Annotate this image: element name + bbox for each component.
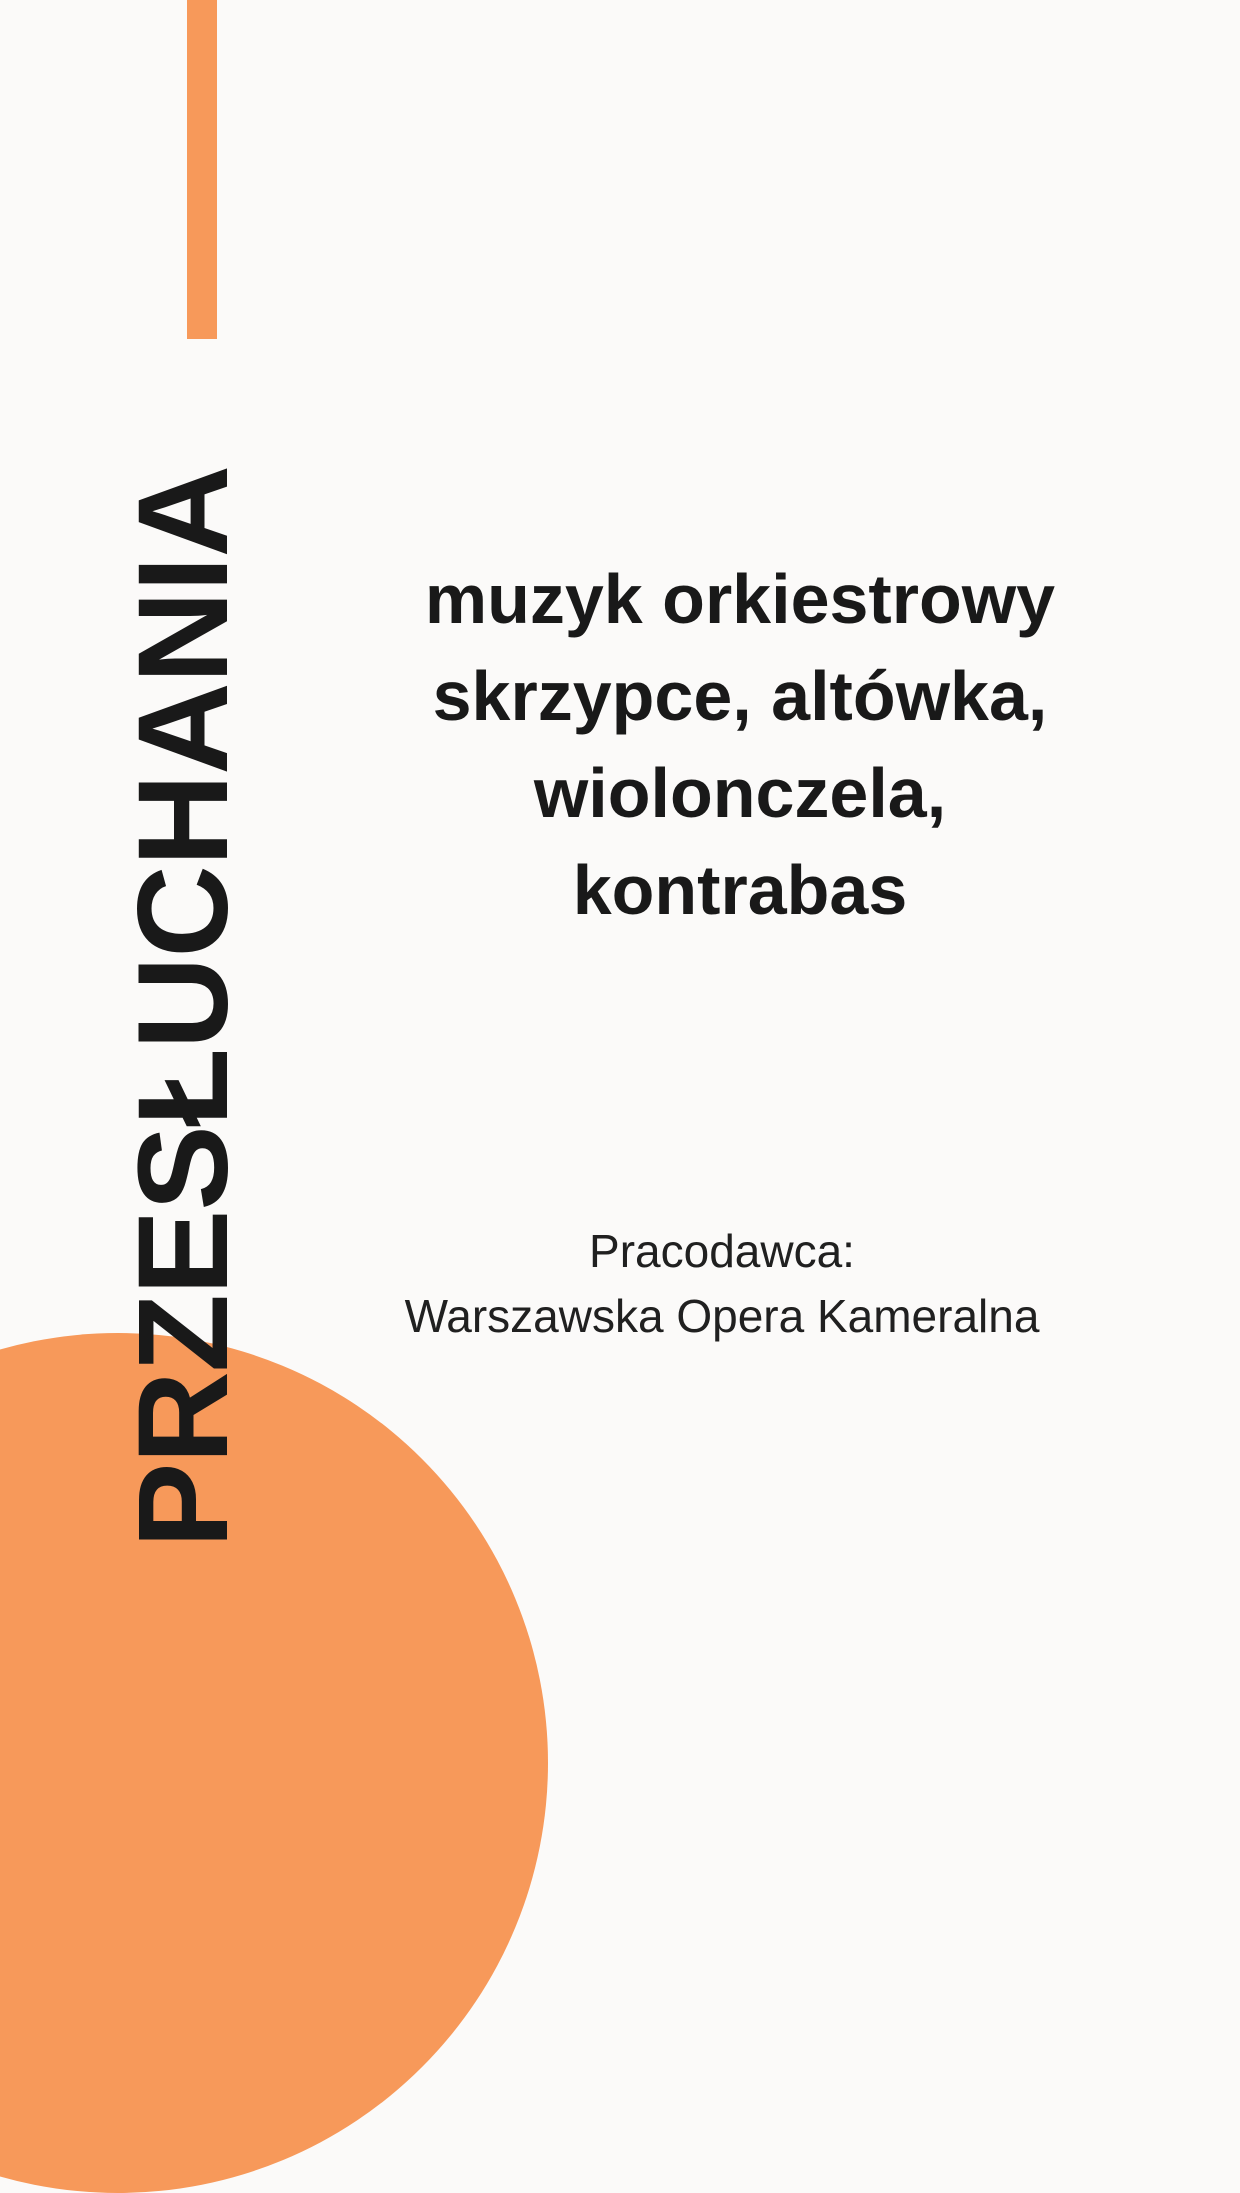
orange-accent-circle bbox=[0, 1333, 548, 2193]
main-title-block bbox=[260, 551, 1220, 939]
vertical-poster-title: PRZESŁUCHANIA bbox=[112, 465, 255, 1548]
main-title-line-1: muzyk orkiestrowy bbox=[424, 560, 1056, 638]
main-title-line-2: skrzypce, altówka, bbox=[432, 657, 1048, 735]
main-title-line-4: kontrabas bbox=[572, 851, 908, 929]
employer-name: Warszawska Opera Kameralna bbox=[404, 1290, 1040, 1342]
orange-accent-bar bbox=[187, 0, 217, 339]
employer-label: Pracodawca: bbox=[589, 1225, 855, 1277]
employer-block bbox=[202, 1219, 1240, 1349]
main-title-line-3: wiolonczela, bbox=[533, 754, 947, 832]
